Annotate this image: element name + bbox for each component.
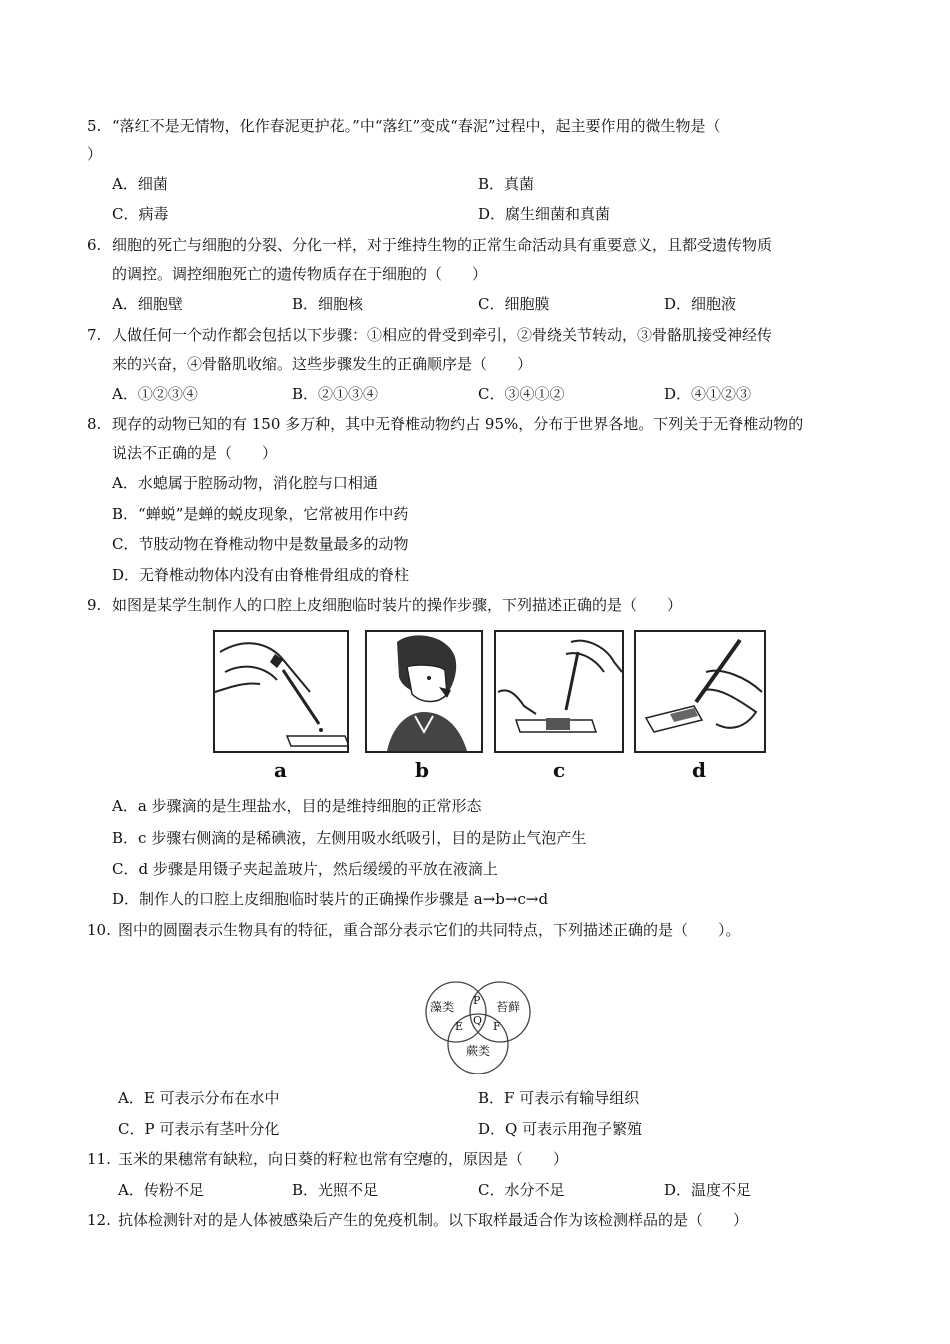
q11-stem-line1: 玉米的果穗常有缺粒，向日葵的籽粒也常有空瘪的，原因是（ ） xyxy=(118,1150,569,1168)
q12-stem-line1: 抗体检测针对的是人体被感染后产生的免疫机制。以下取样最适合作为该检测样品的是（ ） xyxy=(118,1211,749,1229)
q11-number: 11. xyxy=(87,1150,111,1168)
q12-number: 12. xyxy=(87,1211,111,1229)
venn-region-e: E xyxy=(455,1020,464,1033)
q10-number: 10. xyxy=(87,921,111,939)
q6-option-c: C．细胞膜 xyxy=(478,295,550,313)
q5-option-b: B．真菌 xyxy=(478,175,535,193)
venn-label-algae: 藻类 xyxy=(430,1000,455,1014)
q6-option-b: B．细胞核 xyxy=(292,295,364,313)
slide-preparation-figure xyxy=(210,625,770,780)
q8-option-c: C．节肢动物在脊椎动物中是数量最多的动物 xyxy=(112,535,409,553)
q9-number: 9. xyxy=(87,596,102,614)
q8-stem-line2: 说法不正确的是（ ） xyxy=(112,444,278,462)
figure-panel-b xyxy=(365,630,483,753)
figure-panel-a xyxy=(213,630,349,753)
q7-stem-line2: 来的兴奋，④骨骼肌收缩。这些步骤发生的正确顺序是（ ） xyxy=(112,355,533,373)
q5-stem-line2: ） xyxy=(87,145,103,163)
q9-option-d: D．制作人的口腔上皮细胞临时装片的正确操作步骤是 a→b→c→d xyxy=(112,890,549,908)
q7-option-c: C．③④①② xyxy=(478,385,565,403)
q11-option-b: B．光照不足 xyxy=(292,1181,379,1199)
q11-option-a: A．传粉不足 xyxy=(118,1181,204,1199)
venn-region-p: P xyxy=(473,994,481,1007)
q11-option-d: D．温度不足 xyxy=(664,1181,752,1199)
q9-option-b: B．c 步骤右侧滴的是稀碘液，左侧用吸水纸吸引，目的是防止气泡产生 xyxy=(112,829,587,847)
venn-label-moss: 苔藓 xyxy=(496,1000,521,1014)
q5-option-a: A．细菌 xyxy=(112,175,168,193)
q9-option-a: A．a 步骤滴的是生理盐水，目的是维持细胞的正常形态 xyxy=(112,797,482,815)
q11-option-c: C．水分不足 xyxy=(478,1181,565,1199)
q9-stem-line1: 如图是某学生制作人的口腔上皮细胞临时装片的操作步骤，下列描述正确的是（ ） xyxy=(112,596,683,614)
q10-option-c: C．P 可表示有茎叶分化 xyxy=(118,1120,280,1138)
q5-option-d: D．腐生细菌和真菌 xyxy=(478,205,611,223)
figure-label-d: d xyxy=(692,758,706,782)
q10-option-a: A．E 可表示分布在水中 xyxy=(118,1089,280,1107)
q8-stem-line1: 现存的动物已知的有 150 多万种，其中无脊椎动物约占 95%，分布于世界各地。下列关于无脊椎动物的 xyxy=(112,415,804,433)
venn-region-q: Q xyxy=(473,1014,483,1027)
q6-stem-line1: 细胞的死亡与细胞的分裂、分化一样，对于维持生物的正常生命活动具有重要意义，且都受遗传物质 xyxy=(112,236,773,254)
q6-option-a: A．细胞壁 xyxy=(112,295,183,313)
venn-label-fern: 蕨类 xyxy=(466,1044,491,1058)
q8-number: 8. xyxy=(87,415,102,433)
figure-label-a: a xyxy=(274,758,287,782)
scraping-cheek-illustration xyxy=(367,632,481,751)
q5-stem-line1: “落红不是无情物，化作春泥更护花。”中“落红”变成“春泥”过程中，起主要作用的微生物是（ xyxy=(112,117,721,135)
dropper-on-slide-illustration xyxy=(215,632,347,751)
q7-option-d: D．④①②③ xyxy=(664,385,752,403)
figure-label-c: c xyxy=(553,758,566,782)
figure-label-b: b xyxy=(415,758,429,782)
venn-diagram xyxy=(420,978,535,1074)
q9-option-c: C．d 步骤是用镊子夹起盖玻片，然后缓缓的平放在液滴上 xyxy=(112,860,498,878)
venn-region-f: F xyxy=(493,1020,501,1033)
q10-option-d: D．Q 可表示用孢子繁殖 xyxy=(478,1120,643,1138)
covering-slip-illustration xyxy=(636,632,764,751)
q6-stem-line2: 的调控。调控细胞死亡的遗传物质存在于细胞的（ ） xyxy=(112,265,488,283)
q5-number: 5. xyxy=(87,117,102,135)
q7-stem-line1: 人做任何一个动作都会包括以下步骤：①相应的骨受到牵引，②骨绕关节转动，③骨骼肌接受神经传 xyxy=(112,326,773,344)
figure-panel-c xyxy=(494,630,624,753)
q7-option-b: B．②①③④ xyxy=(292,385,379,403)
q5-option-c: C．病毒 xyxy=(112,205,169,223)
q7-option-a: A．①②③④ xyxy=(112,385,198,403)
q10-option-b: B．F 可表示有输导组织 xyxy=(478,1089,640,1107)
q8-option-a: A．水螅属于腔肠动物，消化腔与口相通 xyxy=(112,474,378,492)
q7-number: 7. xyxy=(87,326,102,344)
q6-option-d: D．细胞液 xyxy=(664,295,737,313)
q6-number: 6. xyxy=(87,236,102,254)
q8-option-d: D．无脊椎动物体内没有由脊椎骨组成的脊柱 xyxy=(112,566,410,584)
q10-stem-line1: 图中的圆圈表示生物具有的特征，重合部分表示它们的共同特点，下列描述正确的是（ ）。 xyxy=(118,921,741,939)
staining-slide-illustration xyxy=(496,632,622,751)
figure-panel-d xyxy=(634,630,766,753)
q8-option-b: B．“蝉蜕”是蝉的蜕皮现象，它常被用作中药 xyxy=(112,505,409,523)
